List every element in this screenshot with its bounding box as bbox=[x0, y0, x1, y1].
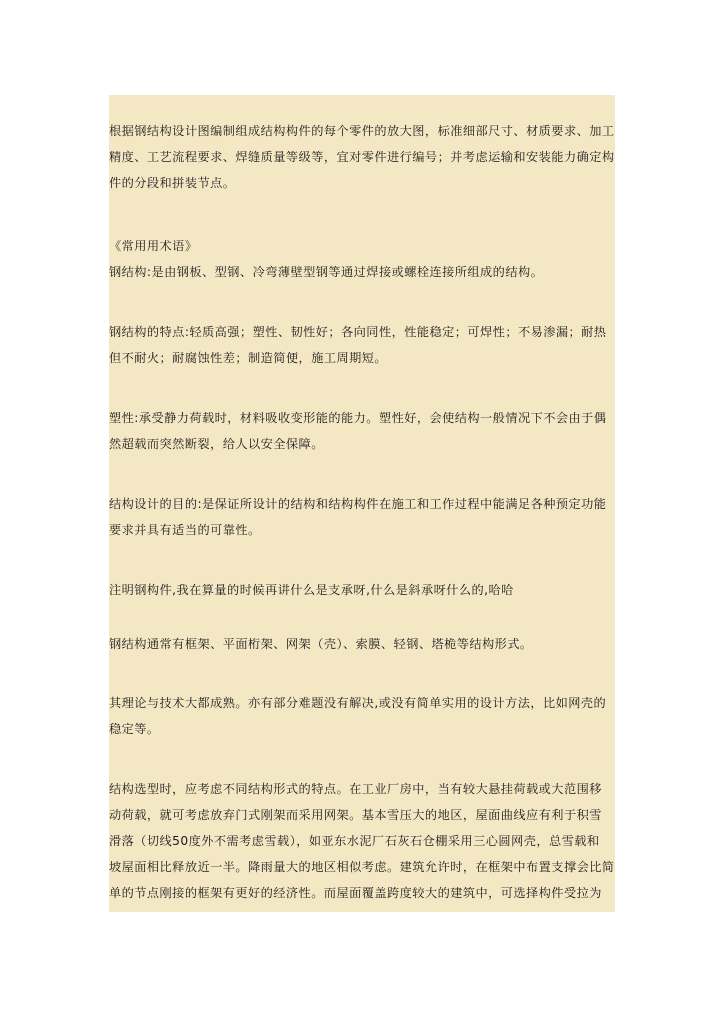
paragraph bbox=[109, 319, 615, 371]
paragraph bbox=[109, 577, 615, 603]
paragraph bbox=[109, 690, 615, 742]
text-line: 钢结构的特点:轻质高强；塑性、韧性好；各向同性，性能稳定；可焊性；不易渗漏；耐热 bbox=[109, 325, 607, 339]
text-line: 《常用用术语》 bbox=[109, 239, 198, 253]
text-line: 但不耐火；耐腐蚀性差；制造简便，施工周期短。 bbox=[109, 351, 388, 365]
text-line: 单的节点刚接的框架有更好的经济性。而屋面覆盖跨度较大的建筑中，可选择构件受拉为 bbox=[109, 886, 602, 900]
text-line: 钢结构:是由钢板、型钢、冷弯薄壁型钢等通过焊接或螺栓连接所组成的结构。 bbox=[109, 265, 544, 279]
paragraph bbox=[109, 233, 615, 285]
text-line: 滑落（切线50度外不需考虑雪载），如亚东水泥厂石灰石仓棚采用三心圆网壳，总雪载和 bbox=[109, 834, 600, 848]
text-line: 件的分段和拼装节点。 bbox=[109, 176, 236, 190]
text-line: 要求并具有适当的可靠性。 bbox=[109, 523, 261, 537]
paragraph bbox=[109, 631, 615, 657]
text-line: 精度、工艺流程要求、焊缝质量等级等，宜对零件进行编号；并考虑运输和安装能力确定构 bbox=[109, 150, 615, 164]
text-line: 然超载而突然断裂，给人以安全保障。 bbox=[109, 437, 324, 451]
paragraph bbox=[109, 491, 615, 543]
text-line: 动荷载，就可考虑放弃门式刚架而采用网架。基本雪压大的地区，屋面曲线应有利于积雪 bbox=[109, 808, 602, 822]
text-line: 坡屋面相比释放近一半。降雨量大的地区相似考虑。建筑允许时，在框架中布置支撑会比简 bbox=[109, 860, 615, 874]
text-line: 结构选型时，应考虑不同结构形式的特点。在工业厂房中，当有较大悬挂荷载或大范围移 bbox=[109, 782, 602, 796]
paragraph bbox=[109, 776, 615, 906]
text-line: 稳定等。 bbox=[109, 722, 160, 736]
document-page bbox=[109, 95, 615, 912]
text-line: 结构设计的目的:是保证所设计的结构和结构构件在施工和工作过程中能满足各种预定功能 bbox=[109, 497, 607, 511]
text-line: 塑性:承受静力荷载时，材料吸收变形能的能力。塑性好，会使结构一般情况下不会由于偶 bbox=[109, 411, 607, 425]
text-line: 其理论与技术大都成熟。亦有部分难题没有解决,或没有简单实用的设计方法，比如网壳的 bbox=[109, 696, 607, 710]
paragraph bbox=[109, 118, 615, 196]
paragraph bbox=[109, 405, 615, 457]
text-line: 根据钢结构设计图编制组成结构构件的每个零件的放大图，标准细部尺寸、材质要求、加工 bbox=[109, 124, 615, 138]
text-line: 钢结构通常有框架、平面桁架、网架（壳）、索膜、轻钢、塔桅等结构形式。 bbox=[109, 637, 533, 651]
text-line: 注明钢构件,我在算量的时候再讲什么是支承呀,什么是斜承呀什么的,哈哈 bbox=[109, 583, 514, 597]
